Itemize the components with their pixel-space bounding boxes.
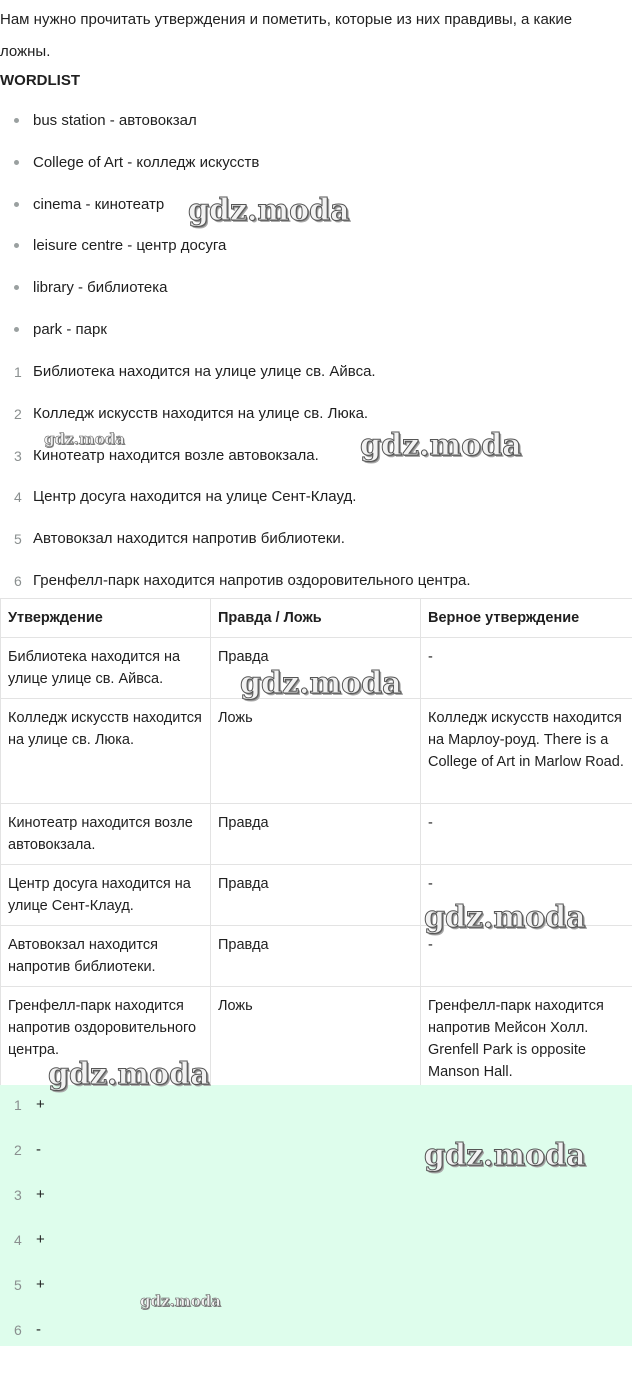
table-row — [1, 804, 632, 865]
answer-mark: + — [36, 1186, 45, 1203]
table-cell: Ложь — [211, 699, 421, 804]
statement-item — [0, 445, 620, 487]
watermark: gdz.moda — [44, 430, 125, 448]
bullet-icon — [14, 243, 19, 248]
bullet-icon — [14, 285, 19, 290]
statement-text: Центр досуга находится на улице Сент-Клауд. — [33, 488, 357, 506]
answer-mark: - — [36, 1141, 41, 1158]
statement-text: Кинотеатр находится возле автовокзала. — [33, 446, 319, 464]
statement-item — [0, 528, 620, 570]
list-item-text: leisure centre - центр досуга — [33, 237, 227, 255]
list-item — [14, 277, 614, 319]
list-item-text: College of Art - колледж искусств — [33, 153, 260, 171]
table-cell: Правда — [211, 804, 421, 865]
wordlist-title: WORDLIST — [0, 72, 80, 89]
table-cell: Центр досуга находится на улице Сент-Клауд. — [1, 865, 211, 926]
list-item — [14, 235, 614, 277]
answer-number: 1 — [14, 1097, 22, 1113]
answer-number: 5 — [14, 1277, 22, 1293]
answer-number: 3 — [14, 1187, 22, 1203]
table-cell: Автовокзал находится напротив библиотеки. — [1, 926, 211, 987]
list-item — [14, 319, 614, 361]
column-header: Верное утверждение — [421, 599, 632, 638]
table-cell: Правда — [211, 865, 421, 926]
table-cell: Колледж искусств находится на улице св. Люка. — [1, 699, 211, 804]
statement-text: Колледж искусств находится на улице св. Люка. — [33, 404, 369, 422]
answer-mark: + — [36, 1096, 45, 1113]
bullet-icon — [14, 160, 19, 165]
bullet-icon — [14, 327, 19, 332]
statement-number: 5 — [14, 531, 22, 548]
statement-number: 3 — [14, 447, 22, 464]
statement-number: 4 — [14, 489, 22, 506]
table-header-row — [1, 599, 632, 638]
statement-number: 1 — [14, 364, 22, 380]
answer-mark: + — [36, 1231, 45, 1248]
list-item-text: library - библиотека — [33, 279, 168, 297]
column-header: Утверждение — [1, 599, 211, 638]
list-item — [14, 152, 614, 194]
table-cell: Гренфелл-парк находится напротив оздоровительного центра. — [1, 987, 211, 1092]
answer-number: 4 — [14, 1232, 22, 1248]
table-cell: - — [421, 638, 632, 699]
answer-mark: - — [36, 1321, 41, 1338]
answer-number: 2 — [14, 1142, 22, 1158]
watermark: gdz.moda — [188, 193, 350, 228]
table-row — [1, 699, 632, 804]
column-header: Правда / Ложь — [211, 599, 421, 638]
table-cell: Колледж искусств находится на Марлоу-роуд. There is a College of Art in Marlow Road. — [421, 699, 632, 804]
table-cell: Кинотеатр находится возле автовокзала. — [1, 804, 211, 865]
table-cell: Ложь — [211, 987, 421, 1092]
watermark: gdz.moda — [240, 666, 402, 701]
statement-number: 6 — [14, 572, 22, 589]
wordlist — [14, 110, 614, 361]
table-cell: Библиотека находится на улице улице св. Айвса. — [1, 638, 211, 699]
statement-text: Автовокзал находится напротив библиотеки. — [33, 530, 345, 548]
list-item-text: cinema - кинотеатр — [33, 195, 165, 213]
bullet-icon — [14, 118, 19, 123]
table-cell: - — [421, 865, 632, 926]
statement-text: Библиотека находится на улице улице св. Айвса. — [33, 363, 376, 380]
answer-mark: + — [36, 1276, 45, 1293]
table-cell: - — [421, 804, 632, 865]
statement-number: 2 — [14, 405, 22, 422]
statement-list — [0, 361, 620, 612]
answer-number: 6 — [14, 1322, 22, 1338]
list-item — [14, 110, 614, 152]
list-item-text: park - парк — [33, 320, 107, 338]
watermark: gdz.moda — [424, 1138, 586, 1173]
statement-item — [0, 486, 620, 528]
answer-box — [0, 1085, 632, 1346]
statement-text: Гренфелл-парк находится напротив оздоровительного центра. — [33, 571, 471, 589]
watermark: gdz.moda — [360, 428, 522, 463]
list-item-text: bus station - автовокзал — [33, 112, 197, 129]
table-cell: Правда — [211, 926, 421, 987]
bullet-icon — [14, 202, 19, 207]
watermark: gdz.moda — [424, 900, 586, 935]
statement-item — [0, 361, 620, 403]
table-cell: - — [421, 926, 632, 987]
table-cell: Правда — [211, 638, 421, 699]
intro-text: Нам нужно прочитать утверждения и пометить, которые из них правдивы, а какие ложны. — [0, 11, 573, 60]
watermark: gdz.moda — [48, 1057, 210, 1092]
table-cell: Гренфелл-парк находится напротив Мейсон Холл. Grenfell Park is opposite Manson Hall. — [421, 987, 632, 1092]
watermark: gdz.moda — [140, 1292, 221, 1310]
